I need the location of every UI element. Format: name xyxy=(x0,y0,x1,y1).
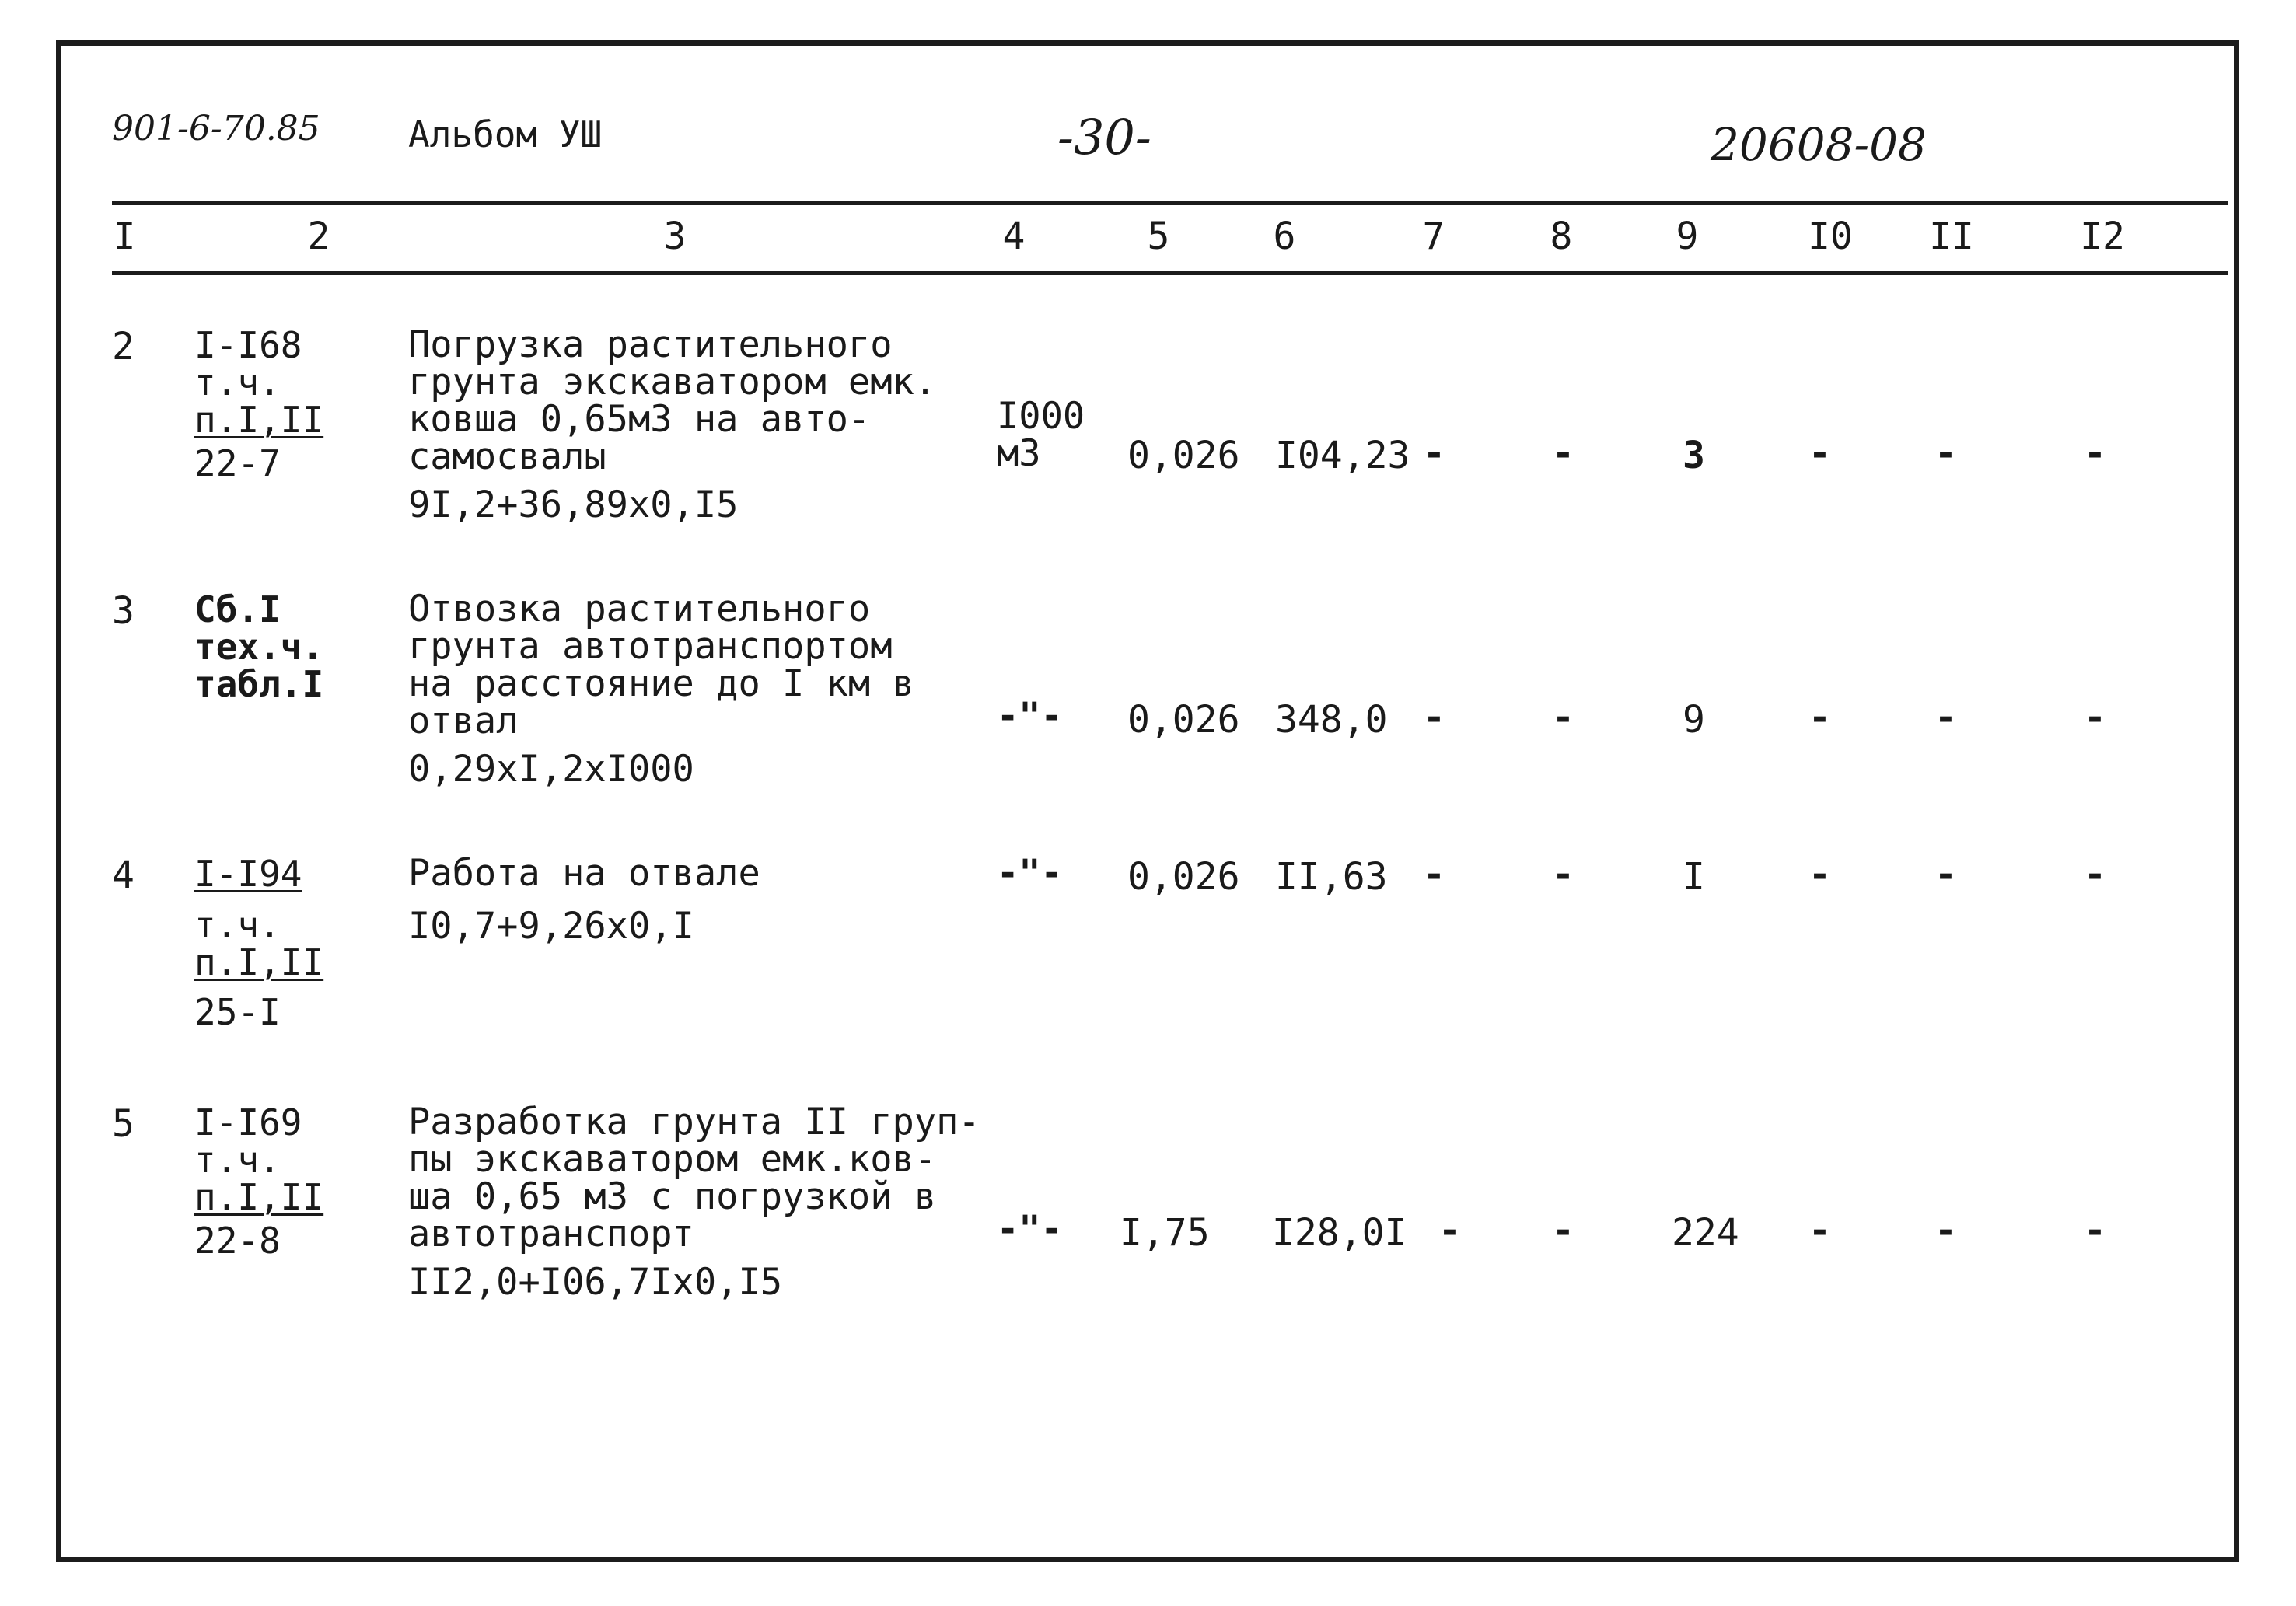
col-header-1: I xyxy=(113,215,136,258)
work-description xyxy=(408,852,760,948)
cell-8: - xyxy=(1552,853,1574,896)
cell-12: - xyxy=(2084,431,2106,475)
ref-line: Сб.I xyxy=(194,588,281,630)
calc-formula: I0,7+9,26x0,I xyxy=(408,905,694,948)
ref-line: I-I94 xyxy=(194,853,302,895)
col-header-7: 7 xyxy=(1422,215,1445,258)
desc-line: Отвозка растительного xyxy=(408,588,871,630)
unit xyxy=(997,1208,1063,1251)
unit xyxy=(997,852,1063,895)
ref-line: п.I,II xyxy=(194,941,324,983)
cell-5: 0,026 xyxy=(1127,698,1240,742)
cell-10: - xyxy=(1808,1209,1831,1252)
row-number: 5 xyxy=(112,1102,135,1146)
cell-7: - xyxy=(1423,696,1445,739)
unit xyxy=(997,695,1063,738)
unit-line: -"- xyxy=(997,1208,1063,1251)
norm-reference xyxy=(194,588,324,705)
col-header-12: I2 xyxy=(2080,215,2125,258)
ref-line: п.I,II xyxy=(194,1176,324,1218)
col-header-4: 4 xyxy=(1002,215,1026,258)
calc-formula: II2,0+I06,7Ix0,I5 xyxy=(408,1261,783,1304)
cell-9: 9 xyxy=(1683,698,1705,742)
desc-line: ковша 0,65м3 на авто- xyxy=(408,398,871,441)
col-header-2: 2 xyxy=(307,215,330,258)
desc-line: Работа на отвале xyxy=(408,852,760,895)
desc-line: Погрузка растительного xyxy=(408,323,893,366)
unit-line: -"- xyxy=(997,852,1063,895)
col-header-10: I0 xyxy=(1808,215,1853,258)
cell-6: I28,0I xyxy=(1272,1211,1407,1255)
unit-line: -"- xyxy=(997,695,1063,738)
row-number: 4 xyxy=(112,854,135,897)
work-description xyxy=(408,323,937,526)
cell-11: - xyxy=(1934,431,1957,475)
cell-10: - xyxy=(1808,431,1831,475)
calc-formula: 0,29xI,2xI000 xyxy=(408,748,694,791)
ref-line: т.ч. xyxy=(194,904,281,946)
ref-line: 22-7 xyxy=(194,442,281,484)
col-header-9: 9 xyxy=(1676,215,1699,258)
cell-11: - xyxy=(1934,696,1957,739)
cell-11: - xyxy=(1934,1209,1957,1252)
header-top-rule xyxy=(112,201,2228,205)
page-number: -30- xyxy=(1057,109,1151,166)
ref-line: тех.ч. xyxy=(194,626,324,668)
unit-line: м3 xyxy=(997,432,1041,475)
norm-reference xyxy=(194,326,323,482)
desc-line: Разработка грунта II груп- xyxy=(408,1101,980,1143)
desc-line: отвал xyxy=(408,700,519,742)
cell-6: I04,23 xyxy=(1275,434,1410,477)
desc-line: пы экскаватором емк.ков- xyxy=(408,1138,937,1181)
header-bottom-rule xyxy=(112,271,2228,275)
work-description xyxy=(408,588,914,791)
cell-7: - xyxy=(1438,1209,1461,1252)
ref-line: т.ч. xyxy=(194,361,281,403)
cell-6: II,63 xyxy=(1275,855,1388,899)
cell-10: - xyxy=(1808,853,1831,896)
calc-formula: 9I,2+36,89x0,I5 xyxy=(408,484,739,526)
cell-8: - xyxy=(1552,1209,1574,1252)
cell-5: 0,026 xyxy=(1127,855,1240,899)
unit xyxy=(997,395,1085,475)
ref-line: п.I,II xyxy=(194,399,324,441)
work-description xyxy=(408,1101,980,1304)
ref-line: 25-I xyxy=(194,991,281,1033)
cell-9: 224 xyxy=(1672,1211,1739,1255)
ref-line: табл.I xyxy=(194,663,324,705)
cell-10: - xyxy=(1808,696,1831,739)
desc-line: на расстояние до I км в xyxy=(408,662,914,705)
cell-12: - xyxy=(2084,1209,2106,1252)
desc-line: грунта экскаватором емк. xyxy=(408,361,937,403)
cell-5: 0,026 xyxy=(1127,434,1240,477)
desc-line: автотранспорт xyxy=(408,1213,694,1255)
ref-line: 22-8 xyxy=(194,1220,281,1262)
col-header-11: II xyxy=(1929,215,1974,258)
ref-line: I-I69 xyxy=(194,1102,302,1143)
cell-12: - xyxy=(2084,853,2106,896)
cell-8: - xyxy=(1552,696,1574,739)
col-header-6: 6 xyxy=(1273,215,1296,258)
unit-line: I000 xyxy=(997,395,1085,438)
ref-line: т.ч. xyxy=(194,1139,281,1181)
col-header-3: 3 xyxy=(663,215,687,258)
col-header-8: 8 xyxy=(1550,215,1573,258)
cell-5: I,75 xyxy=(1120,1211,1210,1255)
cell-12: - xyxy=(2084,696,2106,739)
doc-code: 901-6-70.85 xyxy=(112,109,320,148)
norm-reference xyxy=(194,1102,324,1262)
norm-reference xyxy=(194,855,323,1031)
desc-line: грунта автотранспортом xyxy=(408,625,893,668)
cell-6: 348,0 xyxy=(1275,698,1388,742)
cell-11: - xyxy=(1934,853,1957,896)
desc-line: самосвалы xyxy=(408,435,606,478)
page-frame xyxy=(56,40,2239,1562)
sheet-code: 20608-08 xyxy=(1711,118,1927,171)
row-number: 2 xyxy=(112,325,135,368)
cell-7: - xyxy=(1423,853,1445,896)
ref-line: I-I68 xyxy=(194,324,302,366)
album-label: Альбом УШ xyxy=(408,113,603,155)
desc-line: ша 0,65 м3 с погрузкой в xyxy=(408,1175,937,1218)
cell-8: - xyxy=(1552,431,1574,475)
col-header-5: 5 xyxy=(1147,215,1170,258)
row-number: 3 xyxy=(112,589,135,633)
cell-9: I xyxy=(1683,855,1705,899)
cell-9: 3 xyxy=(1683,434,1705,477)
cell-7: - xyxy=(1423,431,1445,475)
